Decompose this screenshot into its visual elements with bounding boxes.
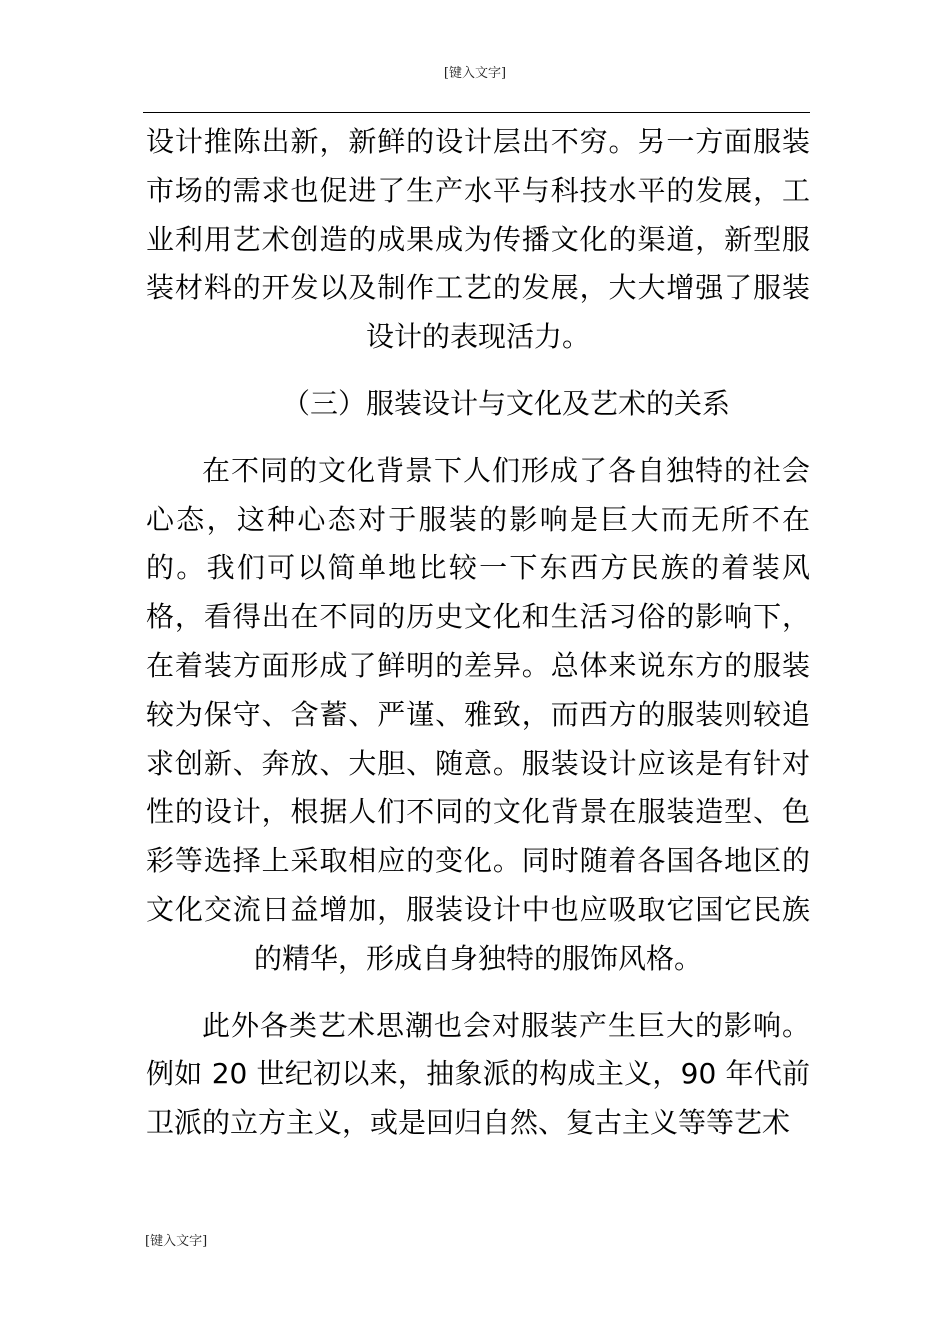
section-heading: （三）服装设计与文化及艺术的关系 bbox=[281, 386, 730, 420]
paragraph: 在不同的文化背景下人们形成了各自独特的社会心态，这种心态对于服装的影响是巨大而无所不在的。我们可以简单地比较一下东西方民族的着装风格，看得出在不同的历史文化和生活习俗的影响下，在着装方面形成了鲜明的差异。总体来说东方的服装较为保守、含蓄、严谨、雅致，而西方的服装则较追求创新、奔放、大胆、随意。服装设计应该是有针对性的设计，根据人们不同的文化背景在服装造型、色彩等选择上采取相应的变化。同时随着各国各地区的文化交流日益增加，服装设计中也应吸取它国它民族的精华，形成自身独特的服饰风格。 bbox=[146, 453, 810, 975]
header-divider bbox=[143, 112, 810, 113]
paragraph: 此外各类艺术思潮也会对服装产生巨大的影响。例如 20 世纪初以来，抽象派的构成主义，90 年代前卫派的立方主义，或是回归自然、复古主义等等艺术 bbox=[146, 1008, 810, 1140]
paragraph: 设计推陈出新，新鲜的设计层出不穷。另一方面服装市场的需求也促进了生产水平与科技水平的发展，工业利用艺术创造的成果成为传播文化的渠道，新型服装材料的开发以及制作工艺的发展，大大增强了服装设计的表现活力。 bbox=[146, 125, 810, 354]
document-body bbox=[146, 118, 810, 1148]
page-header: [键入文字] bbox=[443, 66, 507, 81]
page-footer: [键入文字] bbox=[145, 1234, 208, 1249]
